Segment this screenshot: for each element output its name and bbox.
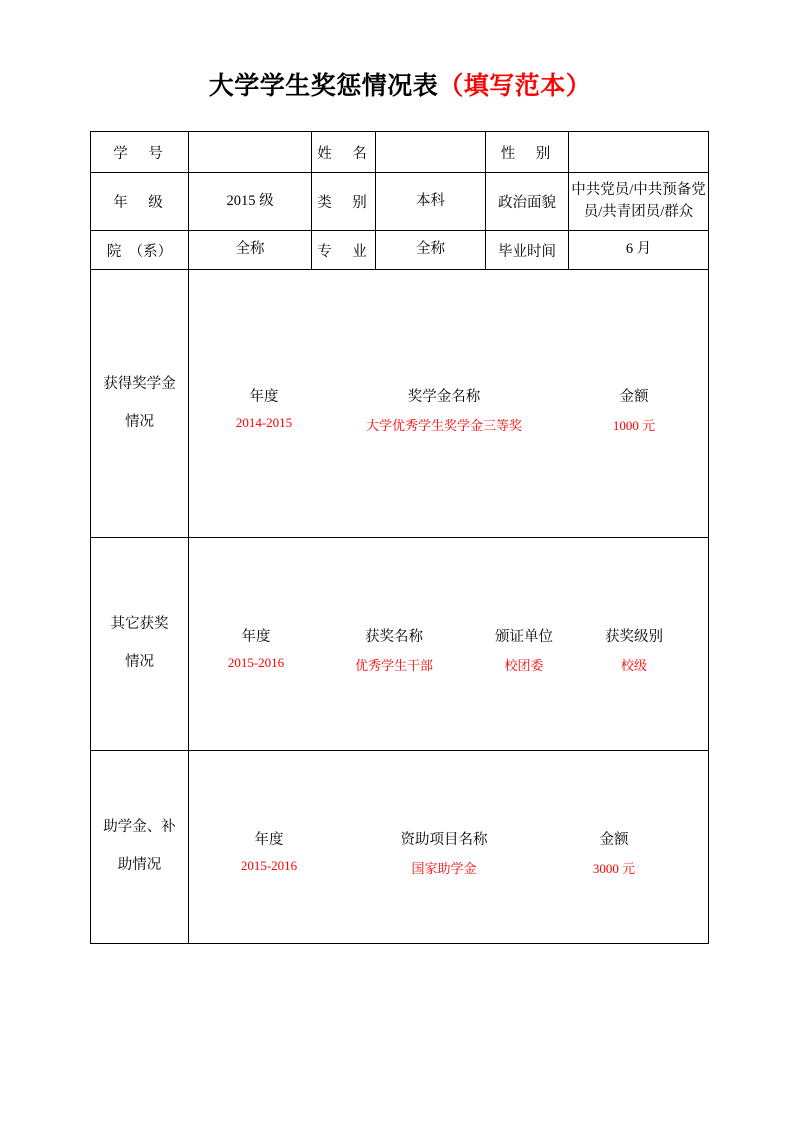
label-scholarship-line1: 获得奖学金	[103, 375, 176, 392]
table-row-scholarship-section	[91, 270, 709, 538]
grant-section-body	[189, 751, 709, 944]
other-awards-header-row	[189, 625, 708, 647]
scholarship-header-name: 奖学金名称	[407, 388, 481, 405]
grant-header-row	[189, 828, 708, 850]
grant-value-amount[interactable]: 3000 元	[592, 861, 636, 876]
label-student-id: 学 号	[91, 132, 189, 173]
label-grant-section	[91, 751, 189, 944]
other-awards-value-level[interactable]: 校级	[620, 658, 647, 673]
table-row-grade	[91, 173, 709, 231]
label-other-awards-section	[91, 538, 189, 751]
scholarship-value-amount[interactable]: 1000 元	[612, 417, 656, 433]
value-graduation-time[interactable]: 6 月	[569, 231, 709, 270]
label-grade: 年 级	[91, 173, 189, 231]
scholarship-value-name[interactable]: 大学优秀学生奖学金三等奖	[365, 417, 522, 433]
other-awards-header-name: 获奖名称	[365, 629, 423, 645]
scholarship-section-body	[189, 270, 709, 538]
label-category: 类 别	[312, 173, 376, 231]
label-political-status: 政治面貌	[486, 173, 569, 231]
scholarship-data-row[interactable]	[189, 415, 708, 435]
grant-header-amount: 金额	[599, 832, 629, 848]
value-name[interactable]	[376, 132, 486, 173]
other-awards-header-year: 年度	[241, 629, 271, 645]
other-awards-value-name[interactable]: 优秀学生干部	[354, 658, 433, 673]
other-awards-data-row[interactable]	[189, 655, 708, 675]
label-grant-line1: 助学金、补	[103, 819, 176, 836]
value-student-id[interactable]	[189, 132, 312, 173]
label-department: 院 （系）	[91, 231, 189, 270]
value-political-status[interactable]: 中共党员/中共预备党员/共青团员/群众	[569, 173, 709, 231]
scholarship-header-year: 年度	[249, 388, 279, 405]
table-row-student-id	[91, 132, 709, 173]
value-major[interactable]: 全称	[376, 231, 486, 270]
label-other-awards-line2: 情况	[125, 654, 154, 670]
other-awards-header-issuer: 颁证单位	[495, 629, 553, 645]
label-gender: 性 别	[486, 132, 569, 173]
grant-data-row[interactable]	[189, 858, 708, 878]
scholarship-header-row	[189, 385, 708, 407]
other-awards-header-level: 获奖级别	[605, 629, 663, 645]
table-row-department	[91, 231, 709, 270]
other-awards-value-year[interactable]: 2015-2016	[227, 655, 285, 670]
page-title-suffix: （填写范本）	[438, 73, 592, 100]
value-gender[interactable]	[569, 132, 709, 173]
grant-header-name: 资助项目名称	[400, 832, 488, 848]
grant-value-year[interactable]: 2015-2016	[240, 858, 298, 873]
grant-header-year: 年度	[254, 832, 284, 848]
label-other-awards-line1: 其它获奖	[110, 616, 169, 633]
label-name: 姓 名	[312, 132, 376, 173]
table-row-grant-section	[91, 751, 709, 944]
label-scholarship-line2: 情况	[125, 413, 154, 430]
label-grant-line2: 助情况	[117, 857, 162, 873]
value-grade[interactable]: 2015 级	[189, 173, 312, 231]
scholarship-header-amount: 金额	[619, 388, 649, 405]
other-awards-value-issuer[interactable]: 校团委	[504, 658, 544, 673]
other-awards-section-body	[189, 538, 709, 751]
scholarship-value-year[interactable]: 2014-2015	[235, 414, 293, 430]
page-title-main: 大学学生奖惩情况表	[208, 73, 439, 100]
label-graduation-time: 毕业时间	[486, 231, 569, 270]
label-scholarship-section	[91, 270, 189, 538]
grant-value-name[interactable]: 国家助学金	[411, 861, 477, 876]
label-major: 专 业	[312, 231, 376, 270]
student-award-form-table	[90, 131, 709, 944]
value-department[interactable]: 全称	[189, 231, 312, 270]
value-category[interactable]: 本科	[376, 173, 486, 231]
table-row-other-awards-section	[91, 538, 709, 751]
page-title	[0, 72, 800, 102]
